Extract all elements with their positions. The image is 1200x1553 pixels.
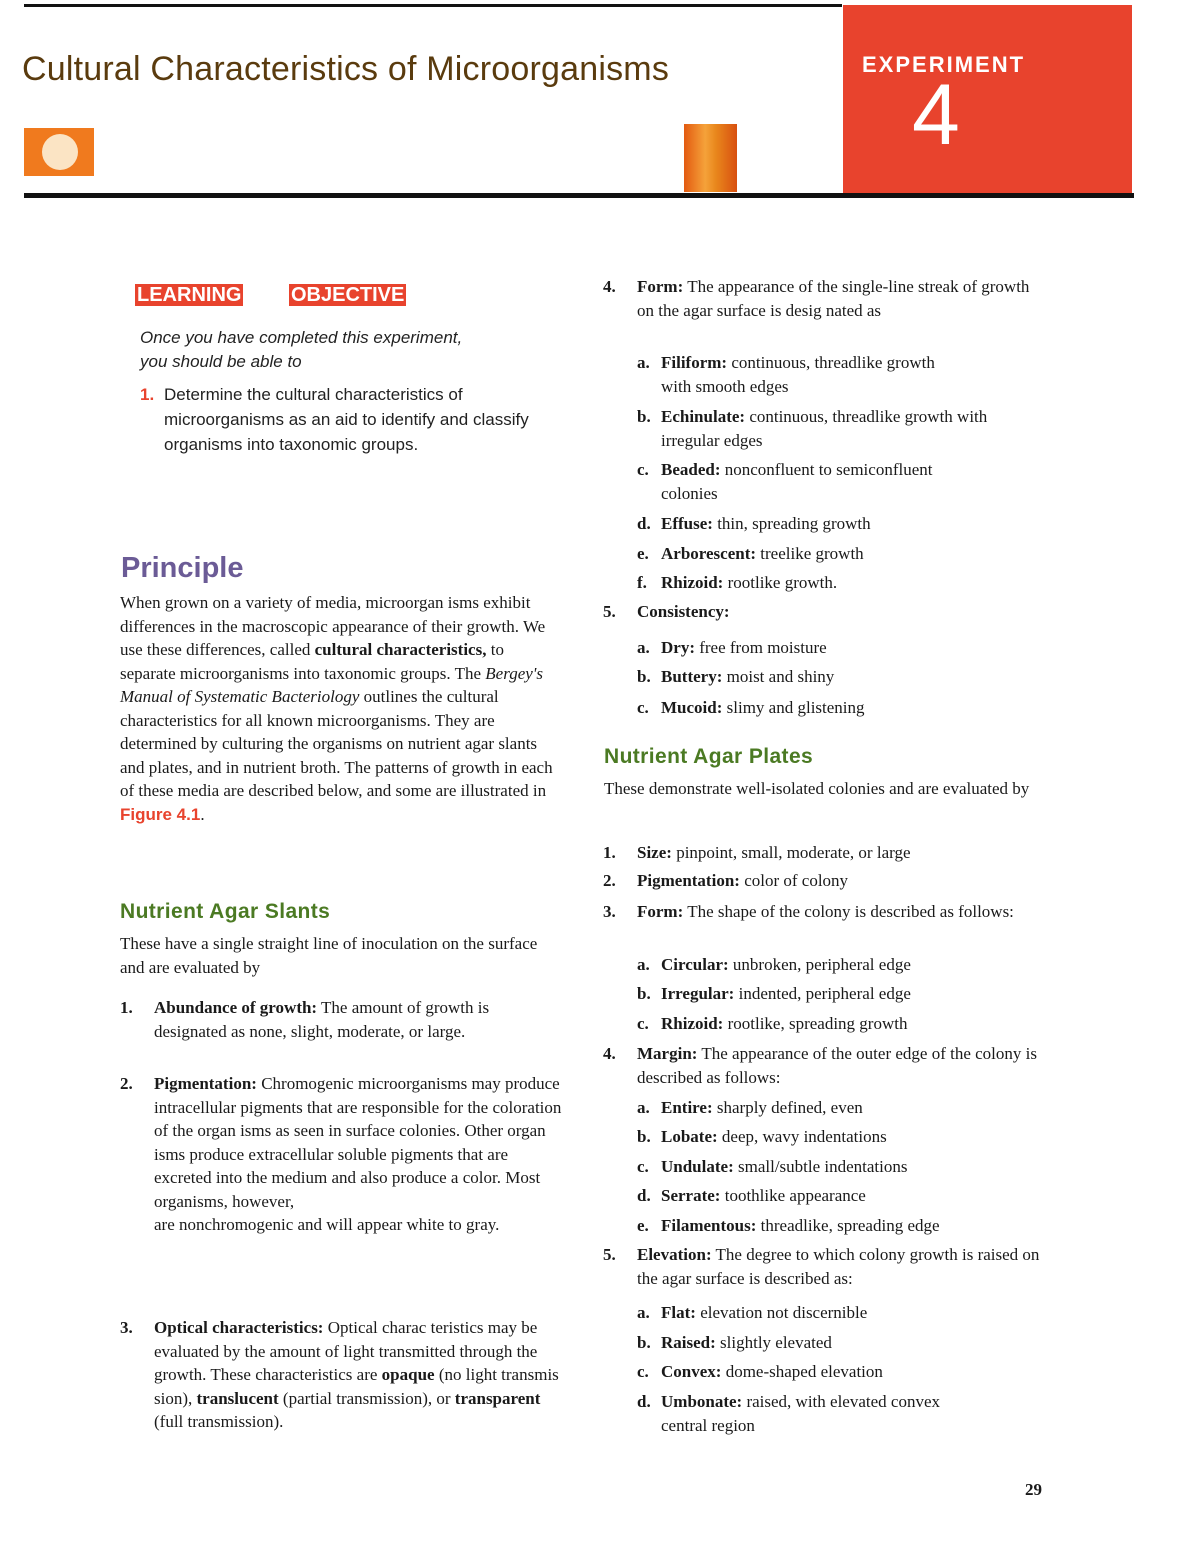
sub-letter: c. [637, 460, 649, 479]
item-term: Elevation: [637, 1245, 712, 1264]
plates-item-5 [603, 1243, 1048, 1290]
sub-letter: b. [637, 1333, 651, 1352]
figure-link[interactable]: Figure 4.1 [120, 804, 201, 824]
item-term: Abundance of growth: [154, 998, 318, 1017]
sub-letter: f. [637, 573, 647, 592]
elevation-sub-a [637, 1301, 1037, 1325]
sub-letter: c. [637, 698, 649, 717]
margin-sub-c [637, 1155, 1037, 1179]
sub-text: continuous, threadlike growth with smooth edges [661, 353, 935, 396]
sub-term: Dry: [661, 638, 695, 657]
consistency-sub-b [637, 665, 1037, 689]
item-text-b: (partial transmission), or [278, 1388, 455, 1408]
item-text-c: (full transmission). [154, 1412, 284, 1431]
consistency-sub-c [637, 696, 1037, 720]
item-number: 1. [603, 843, 616, 862]
sun-disc [42, 134, 78, 170]
sub-text: elevation not discernible [695, 1303, 868, 1322]
item-term: Optical characteristics: [154, 1318, 324, 1337]
item-text: Optical charac teristics may be evaluated by the amount of light transmitted through the growth. These characteristics are [154, 1318, 538, 1384]
page-number: 29 [1025, 1480, 1042, 1499]
learning-tag: LEARNING [137, 284, 242, 306]
item-number: 3. [603, 902, 616, 921]
item-term: Size: [637, 843, 672, 862]
item-number: 5. [603, 1245, 616, 1264]
margin-sub-a [637, 1096, 1037, 1120]
experiment-label: EXPERIMENT [862, 52, 1026, 77]
principle-text-2: to separate microorganisms into taxonomic groups. The [120, 640, 504, 683]
item-term: Form: [637, 277, 684, 296]
sub-term: Entire: [661, 1098, 713, 1117]
plates-item-3 [603, 900, 1043, 924]
elevation-sub-c [637, 1360, 1037, 1384]
sub-term: Echinulate: [661, 407, 746, 426]
item-number: 4. [603, 277, 616, 296]
sub-letter: c. [637, 1014, 649, 1033]
item-number: 2. [120, 1074, 133, 1093]
principle-text-3: outlines the cultural characteristics for all known microorganisms. They are determined by culturing the organisms on nutrient agar slants and plates, and in nutrient broth. The patterns of growth in each of these media are described below, and some are illustrated in [120, 687, 553, 800]
item-number: 1. [120, 998, 133, 1017]
sub-text: thin, spreading growth [712, 514, 871, 533]
item-text-continued: are nonchromogenic and will appear white to gray. [154, 1215, 500, 1234]
item-number: 2. [603, 871, 616, 890]
sub-text: rootlike, spreading growth [723, 1014, 908, 1033]
item-text: The degree to which colony growth is raised on the agar surface is described as: [637, 1245, 1040, 1288]
item-number: 4. [603, 1044, 616, 1063]
header-bottom-rule [24, 193, 1134, 198]
plates-intro: These demonstrate well-isolated colonies and are evaluated by [604, 779, 1030, 798]
sub-text: free from moisture [694, 638, 827, 657]
sub-term: Umbonate: [661, 1392, 743, 1411]
sub-text: continuous, threadlike growth with irregular edges [661, 407, 988, 450]
sub-letter: a. [637, 353, 650, 372]
page-title: Cultural Characteristics of Microorganisms [22, 50, 670, 88]
plates-heading: Nutrient Agar Plates [604, 745, 814, 768]
experiment-box [843, 5, 1132, 193]
objective-item [140, 382, 560, 457]
sub-term: Raised: [661, 1333, 716, 1352]
sub-text: threadlike, spreading edge [756, 1216, 940, 1235]
sub-text: rootlike growth. [723, 573, 838, 592]
sub-term: Serrate: [661, 1186, 721, 1205]
plates-item-1 [603, 841, 1033, 865]
form-sub-c [637, 458, 937, 505]
form-sub-d [637, 512, 1057, 536]
sub-letter: b. [637, 984, 651, 1003]
objective-item-number: 1. [140, 385, 155, 404]
plates-item-2 [603, 869, 1033, 893]
slants-intro: These have a single straight line of inoculation on the surface and are evaluated by [120, 934, 538, 977]
plates-item-4 [603, 1042, 1043, 1089]
slants-item-3 [120, 1316, 565, 1434]
consistency-sub-a [637, 636, 1037, 660]
experiment-number: 4 [912, 67, 960, 163]
principle-end: . [200, 804, 205, 824]
item-text: Chromogenic microorganisms may produce intracellular pigments that are responsible for the coloration of the organ isms as seen in surface colonies. Other organ isms produce extracellular soluble pigments that are excreted into the medium and also produce a color. Most organisms, however, [154, 1074, 562, 1211]
sub-term: Lobate: [661, 1127, 718, 1146]
sub-text: moist and shiny [722, 667, 835, 686]
form-sub-f [637, 571, 1057, 595]
item-text: The amount of growth is designated as none, slight, moderate, or large. [154, 998, 490, 1041]
plates-form-sub-b [637, 982, 1037, 1006]
margin-sub-e [637, 1214, 1047, 1238]
sub-letter: e. [637, 1216, 649, 1235]
sub-letter: d. [637, 1392, 651, 1411]
sub-term: Filamentous: [661, 1216, 757, 1235]
item-term: Consistency: [637, 602, 730, 621]
sub-letter: c. [637, 1362, 649, 1381]
objective-intro-line-1: Once you have completed this experiment, [140, 328, 463, 347]
flame-icon [684, 124, 737, 192]
sub-term: Irregular: [661, 984, 735, 1003]
item-number: 3. [120, 1318, 133, 1337]
slants-heading: Nutrient Agar Slants [120, 900, 331, 923]
sub-text: raised, with elevated convex central region [661, 1392, 941, 1435]
header-top-rule [24, 4, 842, 7]
item-text: The appearance of the single-line streak of growth on the agar surface is desig nated as [637, 277, 1030, 320]
objective-intro-line-2: you should be able to [140, 352, 302, 371]
sub-text: slightly elevated [715, 1333, 832, 1352]
sub-letter: a. [637, 638, 650, 657]
principle-heading: Principle [121, 552, 244, 584]
sub-term: Rhizoid: [661, 1014, 724, 1033]
bergeys-manual-title: Bergey's Manual of Systematic Bacteriology [120, 663, 544, 706]
principle-term: cultural characteristics, [314, 640, 487, 659]
sub-letter: b. [637, 1127, 651, 1146]
margin-sub-b [637, 1125, 1037, 1149]
item-term: Form: [637, 902, 684, 921]
sub-term: Arborescent: [661, 544, 757, 563]
form-sub-a [637, 351, 967, 398]
objective-item-text: Determine the cultural characteristics of microorganisms as an aid to identify and classify organisms into taxonomic groups. [164, 385, 529, 454]
slants-item-2 [120, 1072, 565, 1237]
item-text: pinpoint, small, moderate, or large [671, 843, 911, 862]
plates-form-sub-c [637, 1012, 1037, 1036]
sub-letter: a. [637, 1303, 650, 1322]
sub-text: nonconfluent to semiconfluent colonies [661, 460, 933, 503]
margin-sub-d [637, 1184, 1037, 1208]
term-opaque: opaque [381, 1365, 435, 1384]
sub-term: Circular: [661, 955, 729, 974]
sub-letter: b. [637, 407, 651, 426]
form-sub-e [637, 542, 1057, 566]
slants-item-4 [603, 275, 1033, 322]
sub-letter: c. [637, 1157, 649, 1176]
sub-term: Filiform: [661, 353, 728, 372]
principle-paragraph [120, 591, 560, 826]
sub-letter: b. [637, 667, 651, 686]
sub-term: Convex: [661, 1362, 722, 1381]
sub-text: unbroken, peripheral edge [728, 955, 911, 974]
sub-text: deep, wavy indentations [717, 1127, 887, 1146]
sub-text: slimy and glistening [722, 698, 865, 717]
sub-term: Undulate: [661, 1157, 734, 1176]
sub-text: small/subtle indentations [733, 1157, 908, 1176]
item-term: Pigmentation: [637, 871, 740, 890]
term-translucent: translucent [196, 1388, 279, 1408]
sub-text: toothlike appearance [720, 1186, 866, 1205]
objective-intro [140, 326, 560, 374]
sub-term: Beaded: [661, 460, 721, 479]
form-sub-b [637, 405, 1047, 452]
sub-term: Mucoid: [661, 698, 723, 717]
item-term: Pigmentation: [154, 1074, 257, 1093]
sub-letter: a. [637, 1098, 650, 1117]
item-text-a: (no light transmis sion), [154, 1365, 559, 1408]
sub-term: Effuse: [661, 514, 713, 533]
sub-term: Buttery: [661, 667, 723, 686]
sub-letter: d. [637, 1186, 651, 1205]
sub-letter: d. [637, 514, 651, 533]
plates-form-sub-a [637, 953, 1037, 977]
item-number: 5. [603, 602, 616, 621]
sub-text: dome-shaped elevation [721, 1362, 883, 1381]
elevation-sub-b [637, 1331, 1037, 1355]
item-text: The shape of the colony is described as follows: [683, 902, 1014, 921]
elevation-sub-d [637, 1390, 977, 1437]
slants-item-1 [120, 996, 565, 1043]
sub-term: Rhizoid: [661, 573, 724, 592]
sub-text: indented, peripheral edge [734, 984, 911, 1003]
item-term: Margin: [637, 1044, 698, 1063]
sub-text: sharply defined, even [712, 1098, 863, 1117]
slants-item-5 [603, 600, 1033, 624]
sub-term: Flat: [661, 1303, 696, 1322]
sub-letter: e. [637, 544, 649, 563]
item-text: The appearance of the outer edge of the colony is described as follows: [637, 1044, 1037, 1087]
principle-text-1: When grown on a variety of media, microorgan isms exhibit differences in the macroscopic appearance of their growth. We use these differences, called [120, 593, 546, 659]
item-text: color of colony [739, 871, 849, 890]
sub-text: treelike growth [756, 544, 864, 563]
sub-letter: a. [637, 955, 650, 974]
objective-tag: OBJECTIVE [291, 284, 405, 306]
term-transparent: transparent [454, 1388, 541, 1408]
